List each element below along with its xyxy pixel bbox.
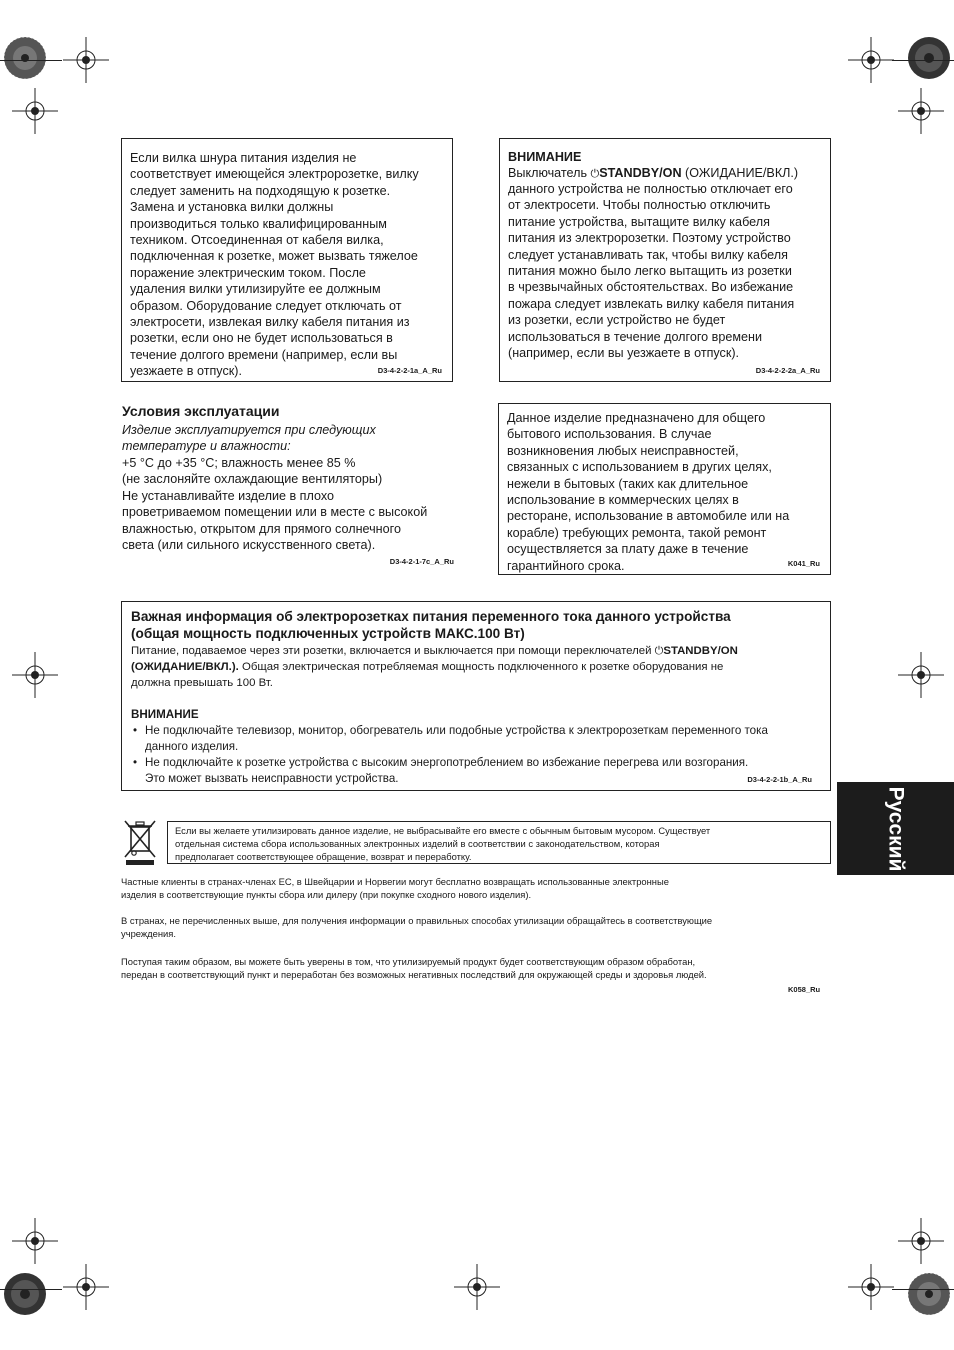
registration-mark-left-middle — [12, 652, 58, 698]
operating-environment-section — [122, 403, 458, 573]
household-use-box — [498, 403, 831, 575]
standby-line — [508, 165, 830, 182]
caution-heading: ВНИМАНИЕ — [508, 150, 582, 164]
reference-code: D3-4-2-2-1b_A_Ru — [747, 775, 812, 784]
wheelie-bin-icon — [122, 818, 158, 866]
crop-line — [0, 60, 62, 61]
operating-conditions-text: +5 °C до +35 °C; влажность менее 85 % (не заслоняйте охлаждающие вентиляторы) Не устанавливайте изделие в плохо проветриваемом помещении или в месте с высокой влажностью, открытом для прямого солнечного света (или сильного искусственного света). — [122, 456, 428, 553]
sunburst-mark-bottom-right — [907, 1272, 951, 1316]
registration-mark-bottom-center — [454, 1264, 500, 1310]
registration-mark-left-bottom — [12, 1218, 58, 1264]
language-tab — [837, 782, 954, 875]
reference-code: D3-4-2-2-1a_A_Ru — [377, 366, 442, 375]
weee-paragraph-1: Частные клиенты в странах-членах ЕС, в Швейцарии и Норвегии могут бесплатно возвращать использованные электронные изделия в соответствующие пункты сбора или дилеру (при покупке сходного нового изделия). — [121, 876, 669, 900]
power-icon: ⏻ — [654, 645, 664, 657]
crop-line — [892, 60, 954, 61]
plug-warning-text: Если вилка шнура питания изделия не соответствует имеющейся электророзетке, вилку следует заменить на подходящую к розетке. Замена и установка вилки должны производиться только квалифицированным техником. Отсоединенная от кабеля вилка, подключенная к розетке, может вызвать тяжелое поражение электрическим током. После удаления вилки утилизируйте ее должным образом. Оборудование следует отключать от электросети, извлекая вилку кабеля питания из розетки, если оно не будет использоваться в течение долгого времени (например, если вы уезжаете в отпуск). — [130, 151, 419, 379]
standby-line-suffix: (ОЖИДАНИЕ/ВКЛ.) — [681, 166, 799, 180]
weee-paragraph-2: В странах, не перечисленных выше, для получения информации о правильных способах утилизации обращайтесь в соответствующие учреждения. — [121, 915, 713, 939]
plug-warning-box — [121, 138, 453, 382]
weee-disposal-box — [167, 821, 831, 864]
registration-mark-right-bottom — [898, 1218, 944, 1264]
standby-caution-text: данного устройства не полностью отключает его от электросети. Чтобы полностью отключить питание устройства, вытащите вилку кабеля питания из электророзетки. Поэтому устройство следует устанавливать так, чтобы вилку кабеля питания можно было легко вытащить из розетки в чрезвычайных обстоятельствах. Во избежание пожара следует извлекать вилку кабеля питания из розетки, если устройство не будет использоваться в течение долгого времени (например, если вы уезжаете в отпуск). — [508, 182, 795, 361]
standby-caution-box — [499, 138, 831, 382]
registration-mark-top-right — [848, 37, 894, 83]
caution-list — [131, 723, 827, 787]
standby-label: STANDBY/ON — [599, 166, 682, 180]
crop-line — [892, 1289, 954, 1290]
registration-mark-bottom-left — [63, 1264, 109, 1310]
ac-outlet-line1 — [131, 643, 827, 659]
registration-mark-right-middle — [898, 652, 944, 698]
registration-mark-left-top — [12, 88, 58, 134]
standby-on-ru-label: (ОЖИДАНИЕ/ВКЛ.). — [131, 661, 239, 673]
ac-outlet-line2 — [131, 659, 827, 675]
registration-mark-bottom-right — [848, 1264, 894, 1310]
crop-line — [0, 1289, 62, 1290]
standby-line-prefix: Выключатель — [508, 166, 591, 180]
registration-mark-right-top — [898, 88, 944, 134]
section-title: Условия эксплуатации — [122, 403, 280, 419]
reference-code: K041_Ru — [787, 559, 820, 568]
weee-paragraph-3: Поступая таким образом, вы можете быть уверены в том, что утилизируемый продукт будет соответствующим образом обработан, передан в соответствующий пункт и переработан без возможных негативных последствий для окружающей среды и здоровья людей. — [121, 956, 707, 980]
language-tab-label: Русский — [884, 786, 908, 871]
reference-code: D3-4-2-2-2a_A_Ru — [755, 366, 820, 375]
standby-label: STANDBY/ON — [663, 645, 738, 657]
ac-outlet-title: Важная информация об электророзетках питания переменного тока данного устройства (общая мощность подключенных устройств МАКС.100 Вт) — [131, 609, 731, 641]
weee-disposal-text: Если вы желаете утилизировать данное изделие, не выбрасывайте его вместе с обычным бытовым мусором. Существует отдельная система сбора использованных электронных изделий в соответствии с законодательством, которая предполагает соответствующее обращение, возврат и переработку. — [175, 825, 711, 862]
household-use-text: Данное изделие предназначено для общего бытового использования. В случае возникновения любых неисправностей, связанных с использованием в других целях, нежели в бытовых (таких как длительное использование в коммерческих целях в ресторане, использование в автомобиле или на корабле) требующих ремонта, такой ремонт осуществляется за плату даже в течение гарантийного срока. — [507, 411, 790, 573]
sunburst-mark-top-right — [907, 36, 951, 80]
list-item: • Не подключайте телевизор, монитор, обогреватель или подобные устройства к электророзеткам переменного тока данного изделия. — [131, 723, 827, 755]
ac-outlet-line3: должна превышать 100 Вт. — [131, 677, 273, 689]
list-item: • Не подключайте к розетке устройства с высоким энергопотреблением во избежание перегрева или возгорания. Это может вызвать неисправности устройства. — [131, 755, 827, 787]
sunburst-mark-top-left — [3, 36, 47, 80]
reference-code: K058_Ru — [788, 985, 821, 994]
ac-outlet-info-box — [121, 601, 831, 791]
operating-conditions-intro: Изделие эксплуатируется при следующих температуре и влажности: — [122, 423, 376, 454]
caution-heading: ВНИМАНИЕ — [131, 708, 199, 721]
reference-code: D3-4-2-1-7c_A_Ru — [389, 557, 454, 566]
registration-mark-top-left — [63, 37, 109, 83]
ac-outlet-line1-text: Питание, подаваемое через эти розетки, включается и выключается при помощи переключателей — [131, 645, 655, 657]
sunburst-mark-bottom-left — [3, 1272, 47, 1316]
power-icon: ⏻ — [590, 168, 600, 180]
ac-outlet-line2-text: Общая электрическая потребляемая мощность подключенного к розетке оборудования не — [238, 661, 724, 673]
